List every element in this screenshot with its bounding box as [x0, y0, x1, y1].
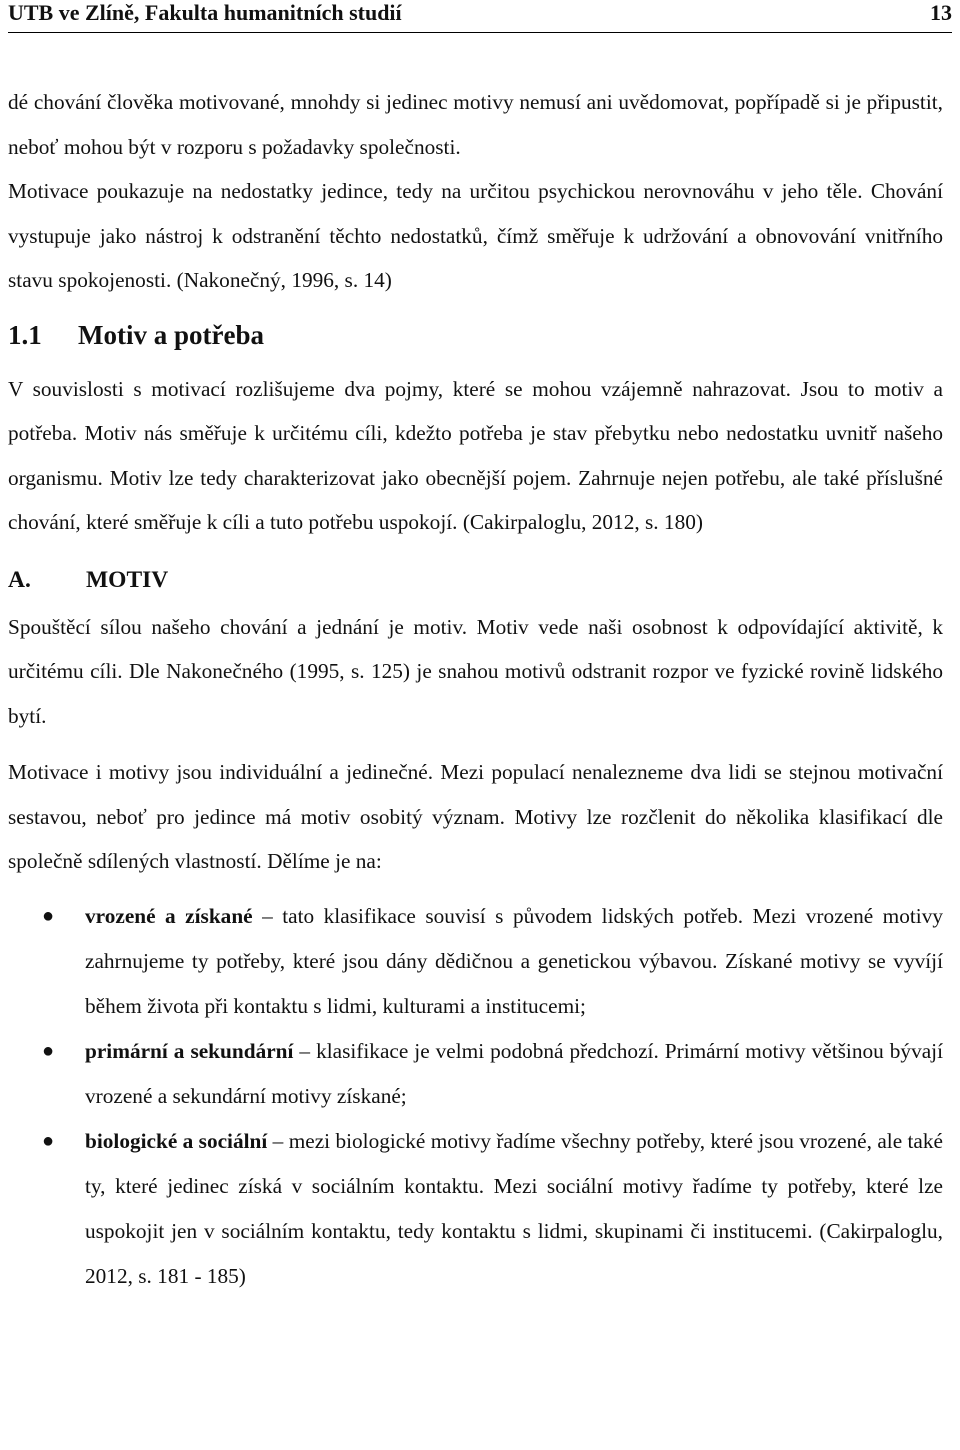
section-title: Motiv a potřeba	[78, 319, 264, 350]
section-paragraph: V souvislosti s motivací rozlišujeme dva pojmy, které se mohou vzájemně nahrazovat. Jsou to motiv a potřeba. Motiv nás směřuje k určitému cíli, kdežto potřeba je stav přebytku nebo nedostatku uvnitř našeho organismu. Motiv lze tedy charakterizovat jako obecnější pojem. Zahrnuje nejen potřebu, ale také příslušné chování, které směřuje k cíli a tuto potřebu uspokojí. (Cakirpaloglu, 2012, s. 180)	[8, 376, 943, 534]
list-item	[8, 1119, 943, 1299]
bullet-icon: ●	[42, 904, 55, 927]
intro-paragraph-1: dé chování člověka motivované, mnohdy si jedinec motivy nemusí ani uvědomovat, popřípadě si je připustit, neboť mohou být v rozporu s požadavky společnosti.	[8, 90, 943, 159]
page-body	[8, 80, 943, 1299]
subsection-paragraph-2: Motivace i motivy jsou individuální a jedinečné. Mezi populací nenalezneme dva lidi se stejnou motivační sestavou, neboť pro jedince má motiv osobitý význam. Motivy lze rozčlenit do několika klasifikací dle společně sdílených vlastností. Dělíme je na:	[8, 760, 943, 873]
list-item	[8, 1029, 943, 1119]
classification-list	[8, 894, 943, 1299]
subsection-title: MOTIV	[86, 566, 169, 593]
section-number: 1.1	[8, 319, 42, 350]
list-item-term: primární a sekundární	[85, 1038, 294, 1063]
section-heading	[8, 315, 943, 367]
header-title: UTB ve Zlíně, Fakulta humanitních studií	[8, 0, 402, 25]
list-item-text: – mezi biologické motivy řadíme všechny potřeby, které jsou vrozené, ale také ty, které jedinec získá v sociálním kontaktu. Mezi sociální motivy řadíme ty potřeby, které lze uspokojit jen v sociálním kontaktu, tedy kontaktu s lidmi, skupinami či institucemi. (Cakirpaloglu, 2012, s. 181 - 185)	[85, 1128, 943, 1288]
list-item	[8, 894, 943, 1029]
intro-paragraph-2: Motivace poukazuje na nedostatky jedince, tedy na určitou psychickou nerovnováhu v jeho těle. Chování vystupuje jako nástroj k odstranění těchto nedostatků, čímž směřuje k udržování a obnovování vnitřního stavu spokojenosti. (Nakonečný, 1996, s. 14)	[8, 179, 943, 292]
list-item-text: – klasifikace je velmi podobná předchozí. Primární motivy většinou bývají vrozené a sekundární motivy získané;	[85, 1038, 944, 1108]
bullet-icon: ●	[42, 1039, 55, 1062]
page-header	[8, 0, 952, 33]
subsection-heading	[8, 561, 943, 605]
list-item-term: vrozené a získané	[85, 903, 253, 928]
page-number: 13	[930, 0, 952, 25]
list-item-term: biologické a sociální	[85, 1128, 268, 1153]
subsection-paragraph-1: Spouštěcí sílou našeho chování a jednání je motiv. Motiv vede naši osobnost k odpovídající aktivitě, k určitému cíli. Dle Nakonečného (1995, s. 125) je snahou motivů odstranit rozpor ve fyzické rovině lidského bytí.	[8, 614, 943, 728]
list-item-text: – tato klasifikace souvisí s původem lidských potřeb. Mezi vrozené motivy zahrnujeme ty potřeby, které jsou dány dědičnou a genetickou výbavou. Získané motivy se vyvíjí během života při kontaktu s lidmi, kulturami a institucemi;	[85, 903, 943, 1018]
bullet-icon: ●	[42, 1129, 55, 1152]
subsection-number: A.	[8, 566, 31, 593]
